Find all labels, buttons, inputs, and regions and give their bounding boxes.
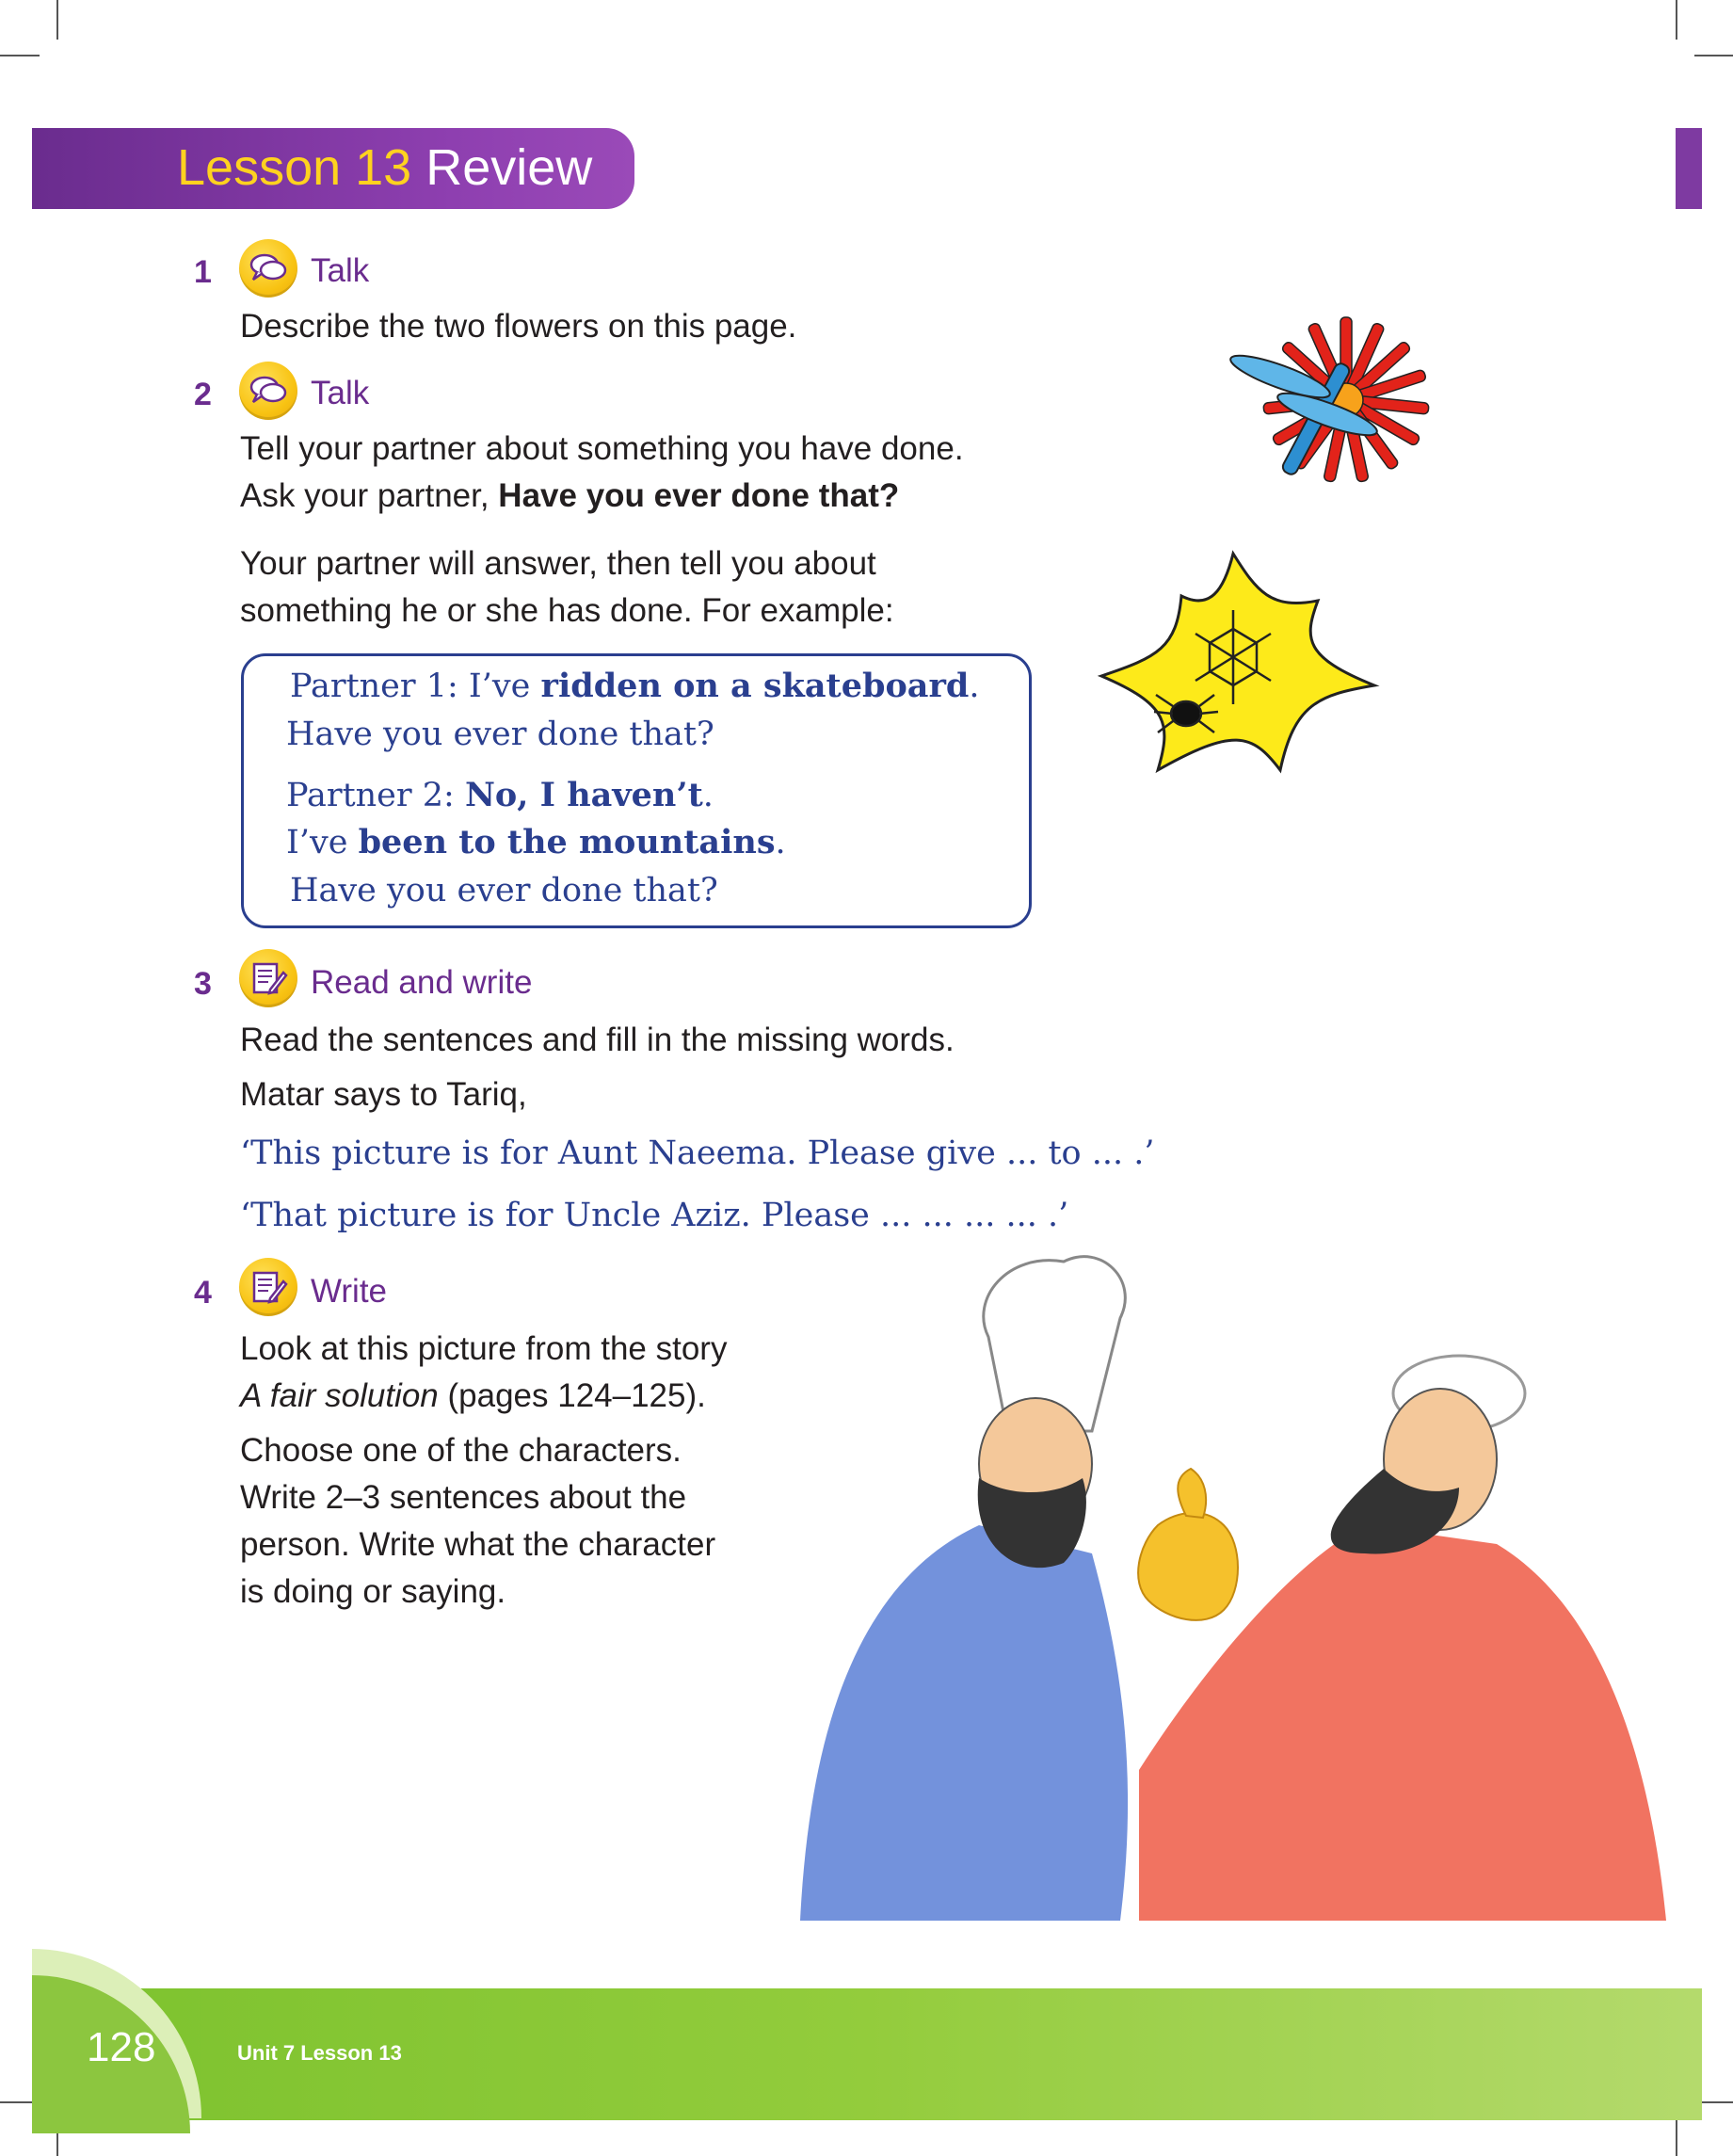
item-4-line1: Look at this picture from the story bbox=[240, 1330, 728, 1367]
title-lesson: Lesson 13 bbox=[177, 139, 412, 196]
example-partner2-line2 bbox=[286, 823, 786, 861]
p1-bold: ridden on a skateboard bbox=[540, 667, 970, 705]
notepad-pencil-icon bbox=[239, 1258, 297, 1316]
crop-mark bbox=[56, 0, 58, 40]
speech-bubbles-icon bbox=[239, 362, 297, 420]
item-3-quote1: ‘This picture is for Aunt Naeema. Please give ... to ... .’ bbox=[240, 1134, 1155, 1172]
p2-line2-bold: been to the mountains bbox=[358, 823, 776, 861]
unit-label: Unit 7 Lesson 13 bbox=[237, 2041, 402, 2065]
p2-line2-pre: I’ve bbox=[286, 824, 359, 861]
item-2-line2 bbox=[240, 473, 899, 520]
item-2-para2-line1: Your partner will answer, then tell you about bbox=[240, 545, 876, 582]
page-title bbox=[177, 137, 592, 198]
crop-mark bbox=[0, 55, 40, 56]
red-flower-illustration bbox=[1224, 311, 1468, 508]
item-1-heading: Talk bbox=[311, 252, 370, 289]
p2-line2-end: . bbox=[775, 824, 786, 861]
story-title: A fair solution bbox=[240, 1377, 439, 1414]
p2-end: . bbox=[702, 777, 714, 814]
p1-end: . bbox=[969, 668, 980, 705]
speech-bubbles-icon bbox=[239, 239, 297, 298]
item-3-line1: Read the sentences and fill in the missing words. bbox=[240, 1022, 955, 1058]
p2-bold: No, I haven’t bbox=[464, 776, 703, 814]
story-pages: (pages 124–125). bbox=[438, 1377, 706, 1414]
line2-plain: Ask your partner, bbox=[240, 477, 499, 514]
yellow-flower-illustration bbox=[1092, 544, 1393, 780]
item-4-line2 bbox=[240, 1373, 706, 1420]
item-1-number: 1 bbox=[194, 254, 212, 290]
item-4-heading: Write bbox=[311, 1273, 388, 1310]
item-2-line1: Tell your partner about something you have done. bbox=[240, 430, 964, 467]
item-2-para2-line2: something he or she has done. For example: bbox=[240, 592, 894, 629]
page-number: 128 bbox=[87, 2024, 156, 2070]
example-partner2-question: Have you ever done that? bbox=[290, 872, 718, 909]
item-3-heading: Read and write bbox=[311, 964, 533, 1001]
item-2-heading: Talk bbox=[311, 375, 370, 411]
crop-mark bbox=[1676, 2118, 1677, 2156]
item-3-number: 3 bbox=[194, 966, 212, 1002]
item-4-line4: Write 2–3 sentences about the bbox=[240, 1479, 687, 1516]
example-partner1 bbox=[290, 667, 980, 705]
item-2-number: 2 bbox=[194, 377, 212, 412]
title-review: Review bbox=[425, 139, 593, 196]
example-partner1-question: Have you ever done that? bbox=[286, 716, 714, 753]
item-3-quote2: ‘That picture is for Uncle Aziz. Please ... ... ... ... .’ bbox=[240, 1197, 1069, 1234]
example-partner2 bbox=[286, 776, 714, 814]
item-4-line6: is doing or saying. bbox=[240, 1573, 506, 1610]
item-4-line5: person. Write what the character bbox=[240, 1526, 716, 1563]
crop-mark bbox=[1676, 0, 1677, 40]
item-3-line2: Matar says to Tariq, bbox=[240, 1076, 527, 1113]
line2-bold: Have you ever done that? bbox=[498, 477, 900, 514]
p2-label: Partner 2: bbox=[286, 777, 465, 814]
item-4-number: 4 bbox=[194, 1275, 212, 1311]
item-1-text: Describe the two flowers on this page. bbox=[240, 308, 797, 345]
notepad-pencil-icon bbox=[239, 949, 297, 1007]
story-illustration bbox=[781, 1243, 1713, 1921]
crop-mark bbox=[1694, 55, 1733, 56]
item-4-line3: Choose one of the characters. bbox=[240, 1432, 682, 1469]
edge-tab bbox=[1676, 128, 1702, 209]
p1-label: Partner 1: I’ve bbox=[290, 668, 541, 705]
